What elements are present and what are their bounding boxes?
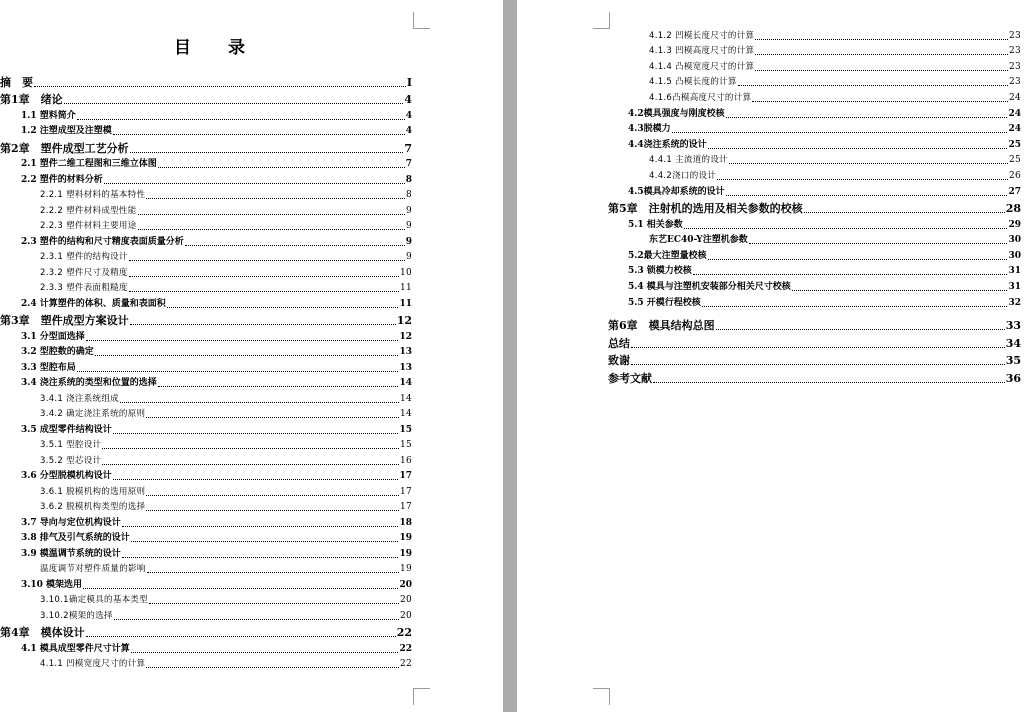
toc-entry-title: 4.1.4 凸模宽度尺寸的计算 bbox=[649, 61, 755, 72]
document-page-right bbox=[517, 0, 1032, 712]
toc-entry-title: 3.4.2 确定浇注系统的原则 bbox=[40, 409, 146, 419]
toc-dot-leader bbox=[147, 572, 399, 573]
toc-entry-title: 4.4.1 主流道的设计 bbox=[649, 155, 728, 166]
toc-dot-leader bbox=[131, 541, 399, 542]
toc-entry[interactable] bbox=[0, 123, 412, 139]
toc-dot-leader bbox=[34, 86, 406, 87]
toc-page-number: 14 bbox=[399, 378, 412, 388]
toc-entry-title: 3.6.1 脱模机构的选用原则 bbox=[40, 486, 146, 497]
toc-dot-leader bbox=[804, 212, 1005, 213]
toc-page-number: 32 bbox=[1008, 297, 1021, 308]
toc-entry[interactable] bbox=[608, 247, 1021, 263]
toc-entry-title: 致谢 bbox=[608, 354, 630, 368]
toc-dot-leader bbox=[130, 152, 404, 153]
toc-dot-leader bbox=[113, 134, 405, 135]
toc-page-number: 20 bbox=[399, 579, 412, 590]
toc-page-number: I bbox=[406, 75, 412, 89]
toc-page-number: 7 bbox=[405, 159, 412, 169]
toc-entry-title: 2.3.2 塑件尺寸及精度 bbox=[40, 267, 128, 278]
toc-dot-leader bbox=[185, 245, 405, 246]
toc-page-number: 17 bbox=[399, 486, 412, 497]
toc-dot-leader bbox=[104, 183, 405, 184]
toc-dot-leader bbox=[77, 119, 405, 120]
toc-page-number: 19 bbox=[399, 533, 412, 543]
toc-page-number: 23 bbox=[1008, 30, 1021, 41]
toc-dot-leader bbox=[631, 347, 1005, 348]
toc-entry-title: 3.2 型腔数的确定 bbox=[21, 347, 94, 357]
toc-page-number: 15 bbox=[399, 440, 412, 450]
toc-entry-title: 2.2.3 塑件材料主要用途 bbox=[40, 221, 137, 231]
toc-page-number: 4 bbox=[404, 93, 412, 106]
toc-entry[interactable] bbox=[0, 264, 412, 280]
toc-entry[interactable] bbox=[0, 280, 412, 296]
toc-entry-title: 2.2.2 塑件材料成型性能 bbox=[40, 205, 137, 216]
toc-dot-leader bbox=[738, 85, 1008, 86]
toc-entry-title: 4.1 模具成型零件尺寸计算 bbox=[21, 643, 130, 654]
toc-page-number: 9 bbox=[405, 221, 412, 231]
toc-entry-title: 第5章 注射机的选用及相关参数的校核 bbox=[608, 202, 803, 216]
toc-page-number: 12 bbox=[396, 314, 412, 327]
toc-page-number: 24 bbox=[1008, 108, 1021, 119]
toc-dot-leader bbox=[120, 402, 399, 403]
toc-dot-leader bbox=[653, 382, 1005, 383]
toc-entry-title: 5.2最大注塑量校核 bbox=[628, 250, 707, 261]
toc-entry[interactable] bbox=[0, 499, 412, 515]
toc-dot-leader bbox=[113, 479, 399, 480]
toc-entry-title: 2.4 计算塑件的体积、质量和表面积 bbox=[21, 298, 166, 309]
toc-dot-leader bbox=[102, 464, 399, 465]
toc-entry[interactable] bbox=[0, 233, 412, 249]
toc-page-number: 15 bbox=[399, 424, 412, 435]
toc-dot-leader bbox=[129, 260, 405, 261]
toc-dot-leader bbox=[702, 306, 1008, 307]
toc-entry[interactable] bbox=[608, 183, 1021, 199]
toc-dot-leader bbox=[729, 163, 1008, 164]
toc-entry-title: 4.3脱模力 bbox=[628, 124, 671, 135]
toc-dot-leader bbox=[631, 364, 1005, 365]
toc-title: 目 录 bbox=[174, 38, 246, 58]
toc-page-number: 11 bbox=[399, 283, 412, 293]
toc-entry[interactable] bbox=[608, 333, 1021, 351]
toc-entry[interactable] bbox=[608, 105, 1021, 121]
toc-entry-title: 4.4.2浇口的设计 bbox=[649, 170, 717, 181]
toc-entry[interactable] bbox=[0, 72, 412, 90]
toc-page-number: 34 bbox=[1005, 336, 1021, 350]
toc-dot-leader bbox=[792, 290, 1008, 291]
toc-page-number: 24 bbox=[1008, 124, 1021, 135]
toc-page-number: 9 bbox=[405, 252, 412, 262]
toc-dot-leader bbox=[755, 54, 1008, 55]
toc-dot-leader bbox=[102, 448, 399, 449]
toc-dot-leader bbox=[726, 195, 1008, 196]
toc-entry[interactable] bbox=[0, 390, 412, 406]
toc-entry-title: 第1章 绪论 bbox=[0, 93, 63, 106]
toc-entry[interactable] bbox=[0, 561, 412, 577]
toc-page-number: 19 bbox=[399, 548, 412, 559]
toc-dot-leader bbox=[86, 636, 396, 637]
toc-entry-title: 4.1.1 凹模宽度尺寸的计算 bbox=[40, 659, 146, 669]
toc-entry[interactable] bbox=[608, 74, 1021, 90]
toc-dot-leader bbox=[130, 324, 396, 325]
toc-entry-title: 4.1.6凸模高度尺寸的计算 bbox=[649, 92, 752, 103]
toc-dot-leader bbox=[64, 103, 404, 104]
toc-dot-leader bbox=[672, 132, 1008, 133]
toc-entry[interactable] bbox=[0, 576, 412, 592]
toc-entry-title: 3.8 排气及引气系统的设计 bbox=[21, 533, 130, 543]
toc-dot-leader bbox=[146, 510, 399, 511]
toc-entry-title: 3.9 模温调节系统的设计 bbox=[21, 548, 121, 559]
toc-entry[interactable] bbox=[0, 344, 412, 360]
toc-entry[interactable] bbox=[0, 171, 412, 187]
toc-entry[interactable] bbox=[0, 107, 412, 123]
toc-entry[interactable] bbox=[608, 199, 1021, 217]
toc-entry[interactable] bbox=[0, 311, 412, 329]
toc-page-number: 19 bbox=[399, 564, 412, 574]
toc-page-number: 9 bbox=[405, 205, 412, 216]
toc-page-number: 35 bbox=[1005, 354, 1021, 368]
toc-entry[interactable] bbox=[608, 278, 1021, 294]
toc-dot-leader bbox=[146, 667, 399, 668]
toc-entry-title: 5.4 模具与注塑机安装部分相关尺寸校核 bbox=[628, 282, 791, 292]
toc-entry-title: 3.7 导向与定位机构设计 bbox=[21, 517, 121, 528]
toc-dot-leader bbox=[122, 557, 399, 558]
toc-entry[interactable] bbox=[0, 156, 412, 172]
toc-page-number: 22 bbox=[399, 659, 412, 669]
toc-page-number: 30 bbox=[1008, 250, 1021, 261]
toc-entry[interactable] bbox=[0, 468, 412, 484]
toc-page-number: 8 bbox=[405, 174, 412, 185]
toc-entry-title: 2.3 塑件的结构和尺寸精度表面质量分析 bbox=[21, 236, 184, 247]
toc-entry-title: 3.3 型腔布局 bbox=[21, 362, 76, 373]
toc-entry-title: 1.1 塑料简介 bbox=[21, 110, 76, 121]
page-corner-mark bbox=[413, 688, 430, 705]
toc-dot-leader bbox=[693, 274, 1008, 275]
toc-dot-leader bbox=[114, 619, 399, 620]
toc-page-number: 22 bbox=[399, 643, 412, 654]
toc-entry-title: 3.1 分型面选择 bbox=[21, 331, 85, 342]
toc-entry[interactable] bbox=[608, 368, 1021, 386]
toc-entry-title: 4.1.5 凸模长度的计算 bbox=[649, 77, 737, 88]
toc-entry-title: 4.5模具冷却系统的设计 bbox=[628, 186, 725, 197]
toc-list-right bbox=[608, 27, 1021, 386]
toc-entry[interactable] bbox=[0, 202, 412, 218]
toc-entry-title: 2.2.1 塑料材料的基本特性 bbox=[40, 190, 146, 200]
toc-entry[interactable] bbox=[0, 530, 412, 546]
page-corner-mark bbox=[413, 12, 430, 29]
toc-page-number: 23 bbox=[1008, 46, 1021, 57]
toc-entry[interactable] bbox=[0, 452, 412, 468]
toc-page-number: 17 bbox=[399, 471, 412, 481]
toc-entry[interactable] bbox=[0, 421, 412, 437]
toc-dot-leader bbox=[684, 228, 1008, 229]
toc-entry[interactable] bbox=[608, 136, 1021, 152]
toc-entry[interactable] bbox=[0, 375, 412, 391]
toc-entry[interactable] bbox=[608, 121, 1021, 137]
toc-dot-leader bbox=[86, 340, 399, 341]
toc-entry-title: 3.4 浇注系统的类型和位置的选择 bbox=[21, 378, 157, 388]
toc-dot-leader bbox=[158, 386, 399, 387]
toc-entry-title: 东艺EC40-Y注塑机参数 bbox=[649, 235, 748, 246]
toc-page-number: 33 bbox=[1005, 319, 1021, 333]
toc-entry[interactable] bbox=[0, 218, 412, 234]
toc-entry-title: 3.6.2 脱模机构类型的选择 bbox=[40, 502, 146, 512]
toc-page-number: 9 bbox=[405, 236, 412, 247]
toc-page-number: 14 bbox=[399, 409, 412, 419]
toc-page-number: 28 bbox=[1005, 202, 1021, 216]
toc-entry[interactable] bbox=[0, 607, 412, 623]
toc-dot-leader bbox=[146, 417, 399, 418]
toc-entry[interactable] bbox=[0, 656, 412, 672]
toc-entry-title: 第6章 模具结构总图 bbox=[608, 319, 715, 333]
toc-entry[interactable] bbox=[0, 623, 412, 641]
toc-dot-leader bbox=[726, 117, 1008, 118]
toc-page-number: 23 bbox=[1008, 77, 1021, 88]
toc-page-number: 4 bbox=[405, 110, 412, 121]
toc-entry-title: 3.5 成型零件结构设计 bbox=[21, 424, 112, 435]
toc-entry[interactable] bbox=[0, 640, 412, 656]
toc-entry-title: 2.2 塑件的材料分析 bbox=[21, 174, 103, 185]
toc-entry[interactable] bbox=[0, 359, 412, 375]
toc-entry-title: 3.4.1 浇注系统组成 bbox=[40, 393, 119, 404]
toc-page-number: 17 bbox=[399, 502, 412, 512]
toc-entry-title: 3.6 分型脱模机构设计 bbox=[21, 471, 112, 481]
toc-entry[interactable] bbox=[608, 152, 1021, 168]
toc-dot-leader bbox=[146, 495, 399, 496]
toc-entry[interactable] bbox=[608, 316, 1021, 334]
toc-dot-leader bbox=[131, 652, 399, 653]
toc-entry[interactable] bbox=[0, 592, 412, 608]
toc-dot-leader bbox=[752, 101, 1008, 102]
toc-entry-title: 5.3 锁模力校核 bbox=[628, 266, 692, 277]
toc-entry-title: 3.10.1确定模具的基本类型 bbox=[40, 595, 149, 605]
toc-page-number: 26 bbox=[1008, 170, 1021, 181]
toc-entry-title: 4.1.2 凹模长度尺寸的计算 bbox=[649, 30, 755, 41]
toc-entry-title: 4.2模具强度与刚度校核 bbox=[628, 108, 725, 119]
toc-entry[interactable] bbox=[0, 406, 412, 422]
toc-entry[interactable] bbox=[608, 294, 1021, 310]
toc-entry[interactable] bbox=[608, 27, 1021, 43]
toc-entry-title: 参考文献 bbox=[608, 371, 652, 385]
toc-entry[interactable] bbox=[0, 90, 412, 108]
toc-page-number: 36 bbox=[1005, 371, 1021, 385]
toc-entry-title: 3.10 模架选用 bbox=[21, 579, 83, 590]
toc-entry[interactable] bbox=[0, 483, 412, 499]
toc-dot-leader bbox=[95, 355, 399, 356]
page-corner-mark bbox=[593, 688, 610, 705]
toc-dot-leader bbox=[146, 198, 405, 199]
toc-dot-leader bbox=[755, 39, 1008, 40]
toc-page-number: 16 bbox=[399, 455, 412, 466]
toc-entry[interactable] bbox=[0, 514, 412, 530]
toc-entry-title: 4.4浇注系统的设计 bbox=[628, 139, 707, 150]
toc-entry[interactable] bbox=[0, 328, 412, 344]
toc-page-number: 25 bbox=[1008, 139, 1021, 150]
toc-entry-title: 3.5.1 型腔设计 bbox=[40, 440, 102, 450]
toc-entry-title: 总结 bbox=[608, 336, 630, 350]
toc-page-number: 25 bbox=[1008, 155, 1021, 166]
toc-page-number: 4 bbox=[405, 126, 412, 136]
toc-dot-leader bbox=[129, 276, 399, 277]
toc-entry-title: 1.2 注塑成型及注塑模 bbox=[21, 126, 112, 136]
toc-list-left bbox=[0, 72, 412, 671]
toc-page-number: 20 bbox=[399, 610, 412, 621]
toc-entry-title: 3.5.2 型芯设计 bbox=[40, 455, 102, 466]
toc-entry[interactable] bbox=[608, 167, 1021, 183]
toc-dot-leader bbox=[138, 229, 405, 230]
toc-page-number: 12 bbox=[399, 331, 412, 342]
toc-dot-leader bbox=[158, 167, 405, 168]
toc-entry[interactable] bbox=[608, 58, 1021, 74]
toc-page-number: 23 bbox=[1008, 61, 1021, 72]
toc-entry-title: 第4章 模体设计 bbox=[0, 626, 85, 639]
toc-page-number: 11 bbox=[399, 298, 412, 309]
toc-page-number: 30 bbox=[1008, 235, 1021, 246]
toc-entry[interactable] bbox=[608, 263, 1021, 279]
toc-entry[interactable] bbox=[608, 43, 1021, 59]
toc-dot-leader bbox=[708, 259, 1008, 260]
toc-dot-leader bbox=[77, 371, 399, 372]
toc-dot-leader bbox=[717, 179, 1008, 180]
toc-entry[interactable] bbox=[608, 89, 1021, 105]
toc-entry-title: 4.1.3 凹模高度尺寸的计算 bbox=[649, 46, 755, 57]
toc-entry-title: 温度调节对塑件质量的影响 bbox=[40, 564, 146, 574]
toc-entry-title: 5.5 开模行程校核 bbox=[628, 297, 701, 308]
toc-entry-title: 第2章 塑件成型工艺分析 bbox=[0, 141, 129, 155]
toc-page-number: 31 bbox=[1008, 282, 1021, 292]
toc-dot-leader bbox=[122, 526, 399, 527]
toc-page-number: 18 bbox=[399, 517, 412, 528]
toc-entry[interactable] bbox=[0, 249, 412, 265]
toc-page-number: 20 bbox=[399, 595, 412, 605]
toc-page-number: 31 bbox=[1008, 266, 1021, 277]
toc-entry[interactable] bbox=[0, 138, 412, 156]
toc-entry-title: 2.3.1 塑件的结构设计 bbox=[40, 252, 128, 262]
toc-entry[interactable] bbox=[0, 295, 412, 311]
toc-dot-leader bbox=[83, 588, 398, 589]
toc-page-number: 14 bbox=[399, 393, 412, 404]
toc-entry[interactable] bbox=[0, 187, 412, 203]
toc-page-number: 13 bbox=[399, 347, 412, 357]
toc-dot-leader bbox=[755, 70, 1008, 71]
toc-entry[interactable] bbox=[608, 216, 1021, 232]
toc-entry[interactable] bbox=[0, 545, 412, 561]
toc-entry-title: 3.10.2模架的选择 bbox=[40, 610, 113, 621]
toc-dot-leader bbox=[149, 603, 399, 604]
toc-page-number: 7 bbox=[404, 141, 412, 155]
toc-page-number: 29 bbox=[1008, 219, 1021, 230]
toc-dot-leader bbox=[716, 329, 1005, 330]
toc-page-number: 22 bbox=[396, 626, 412, 639]
toc-entry-title: 第3章 塑件成型方案设计 bbox=[0, 314, 129, 327]
toc-entry[interactable] bbox=[0, 437, 412, 453]
toc-page-number: 10 bbox=[399, 267, 412, 278]
toc-dot-leader bbox=[749, 243, 1008, 244]
toc-dot-leader bbox=[138, 214, 405, 215]
toc-entry[interactable] bbox=[608, 232, 1021, 248]
toc-dot-leader bbox=[708, 148, 1008, 149]
toc-dot-leader bbox=[129, 291, 399, 292]
toc-page-number: 24 bbox=[1008, 92, 1021, 103]
toc-entry-title: 2.3.3 塑件表面粗糙度 bbox=[40, 283, 128, 293]
document-page-left bbox=[0, 0, 503, 712]
toc-page-number: 8 bbox=[405, 190, 412, 200]
toc-entry[interactable] bbox=[608, 351, 1021, 369]
toc-entry-title: 摘 要 bbox=[0, 75, 33, 89]
toc-dot-leader bbox=[113, 433, 399, 434]
toc-dot-leader bbox=[167, 307, 399, 308]
toc-entry-title: 5.1 相关参数 bbox=[628, 219, 683, 230]
toc-page-number: 27 bbox=[1008, 186, 1021, 197]
toc-entry-title: 2.1 塑件二维工程图和三维立体图 bbox=[21, 159, 157, 169]
toc-page-number: 13 bbox=[399, 362, 412, 373]
